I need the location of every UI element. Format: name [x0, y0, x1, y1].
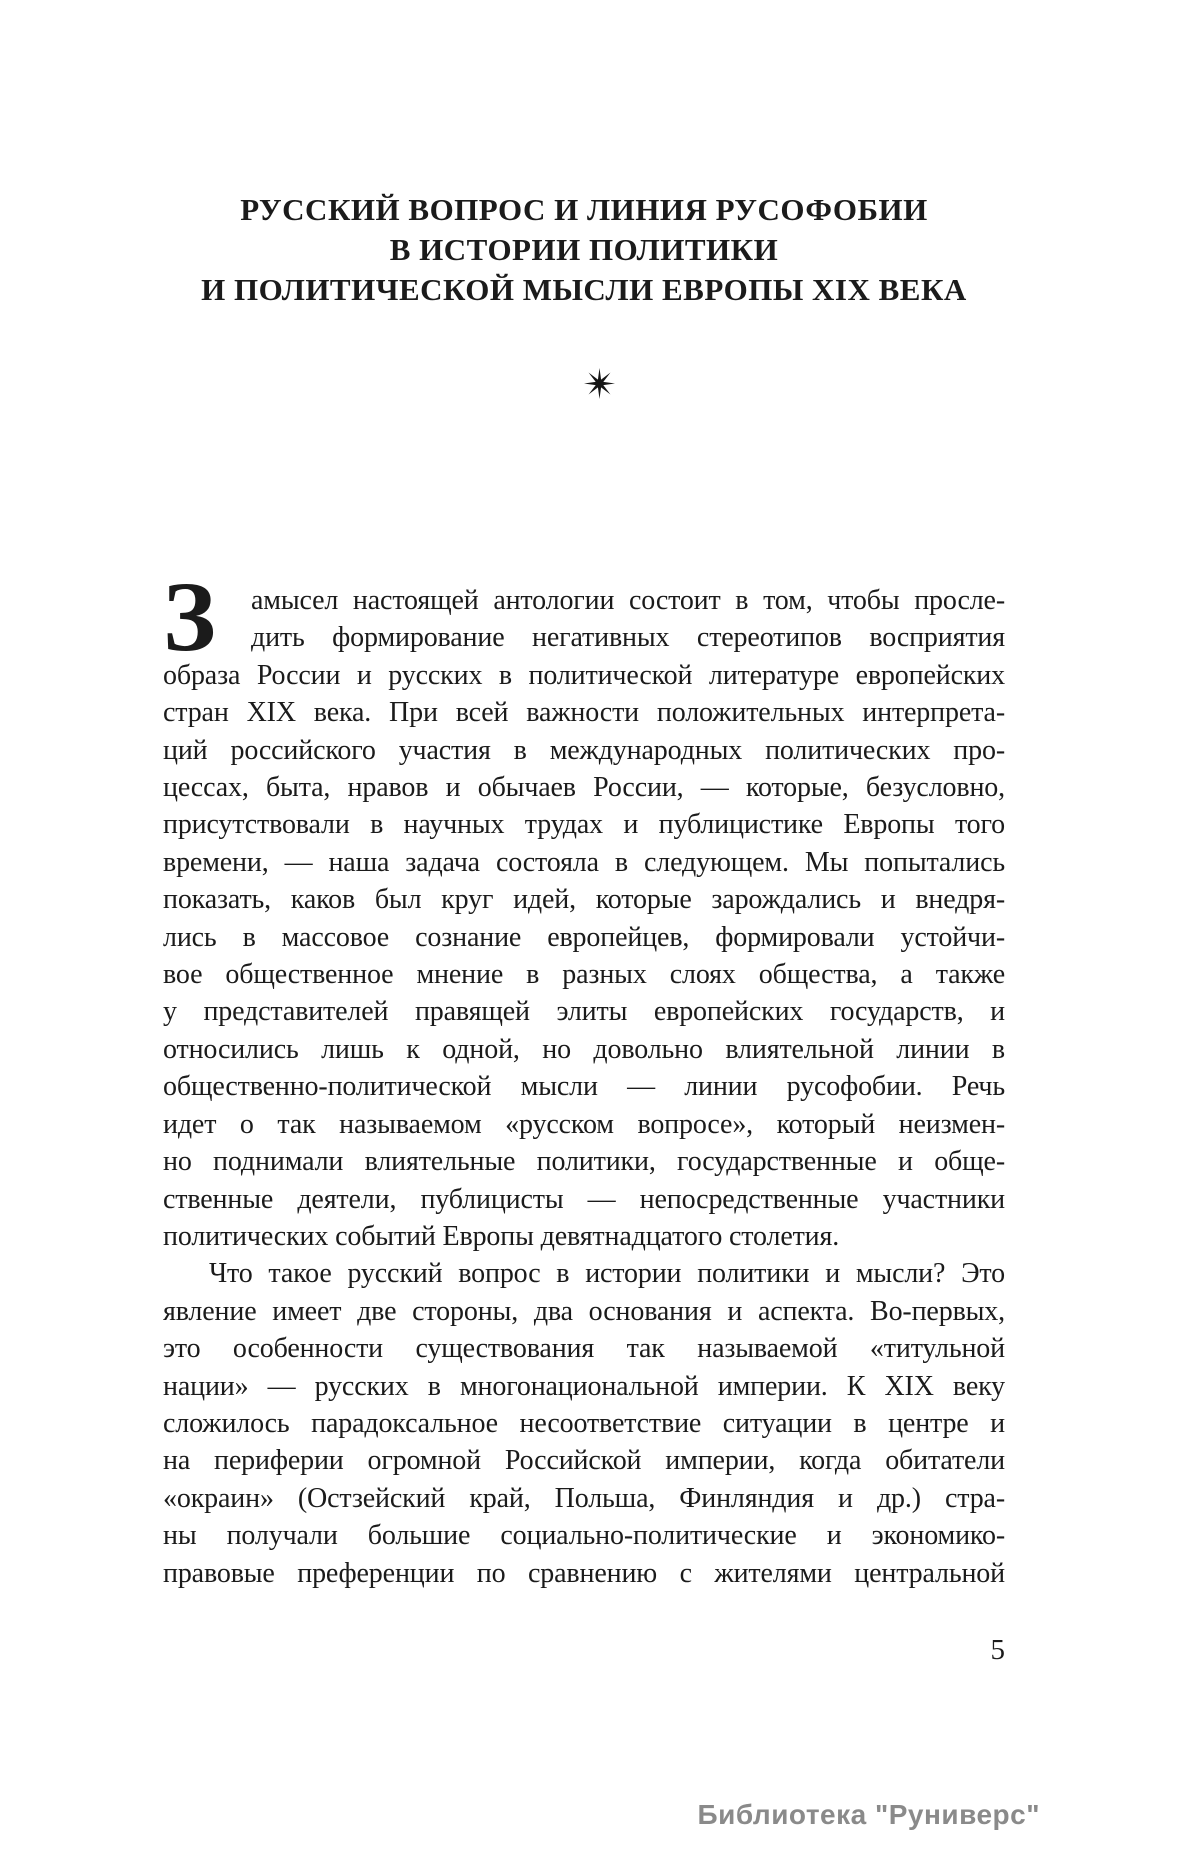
text-line: относились лишь к одной, но довольно влиятельной линии в: [163, 1033, 1005, 1065]
text-line: ны получали большие социально-политические и экономико-: [163, 1520, 1005, 1552]
text-line: на периферии огромной Российской империи, когда обитатели: [163, 1445, 1005, 1477]
text-line: но поднимали влиятельные политики, государственные и обще-: [163, 1146, 1005, 1178]
text-line: сложилось парадоксальное несоответствие ситуации в центре и: [163, 1407, 1005, 1439]
text-line: политических событий Европы девятнадцатого столетия.: [163, 1220, 840, 1252]
drop-cap: З: [163, 561, 216, 672]
text-line: стран XIX века. При всей важности положительных интерпрета-: [163, 697, 1005, 729]
text-line: амысел настоящей антологии состоит в том, чтобы просле-: [251, 585, 1005, 616]
text-line: Что такое русский вопрос в истории политики и мысли? Это: [209, 1258, 1005, 1290]
chapter-title-line: РУССКИЙ ВОПРОС И ЛИНИЯ РУСОФОБИИ: [240, 192, 928, 227]
text-line: дить формирование негативных стереотипов восприятия: [251, 622, 1005, 654]
text-line: показать, каков был круг идей, которые зарождались и внедря-: [163, 884, 1005, 916]
text-line: у представителей правящей элиты европейских государств, и: [163, 996, 1005, 1028]
text-line: общественно-политической мысли — линии русофобии. Речь: [163, 1071, 1005, 1103]
text-line: явление имеет две стороны, два основания и аспекта. Во-первых,: [163, 1295, 1005, 1327]
text-line: правовые преференции по сравнению с жителями центральной: [163, 1557, 1005, 1589]
text-line: времени, — наша задача состояла в следующем. Мы попытались: [163, 846, 1005, 878]
text-line: присутствовали в научных трудах и публицистике Европы того: [163, 809, 1005, 841]
paragraph-1: [163, 561, 1005, 1255]
body-text: [163, 561, 1005, 1592]
text-line: цессах, быта, нравов и обычаев России, — которые, безусловно,: [163, 772, 1005, 804]
chapter-title: [163, 190, 1005, 310]
watermark: Библиотека "Руниверс": [697, 1799, 1040, 1830]
text-line: образа России и русских в политической литературе европейских: [163, 659, 1005, 691]
text-line: ственные деятели, публицисты — непосредственные участники: [163, 1183, 1005, 1215]
page-number: 5: [990, 1634, 1005, 1666]
text-line: «окраин» (Остзейский край, Польша, Финляндия и др.) стра-: [163, 1482, 1005, 1514]
text-line: ций российского участия в международных политических про-: [163, 734, 1005, 766]
text-line: нации» — русских в многонациональной империи. К XIX веку: [163, 1370, 1005, 1402]
text-line: вое общественное мнение в разных слоях общества, а также: [163, 959, 1005, 991]
text-line: это особенности существования так называемой «титульной: [163, 1333, 1005, 1365]
chapter-title-line: И ПОЛИТИЧЕСКОЙ МЫСЛИ ЕВРОПЫ XIX ВЕКА: [201, 272, 967, 307]
paragraph-2: [163, 1255, 1005, 1592]
text-line: лись в массовое сознание европейцев, формировали устойчи-: [163, 921, 1005, 953]
eight-pointed-star-icon: [584, 368, 615, 399]
chapter-title-line: В ИСТОРИИ ПОЛИТИКИ: [389, 232, 779, 267]
text-line: идет о так называемом «русском вопросе», который неизмен-: [163, 1108, 1005, 1140]
